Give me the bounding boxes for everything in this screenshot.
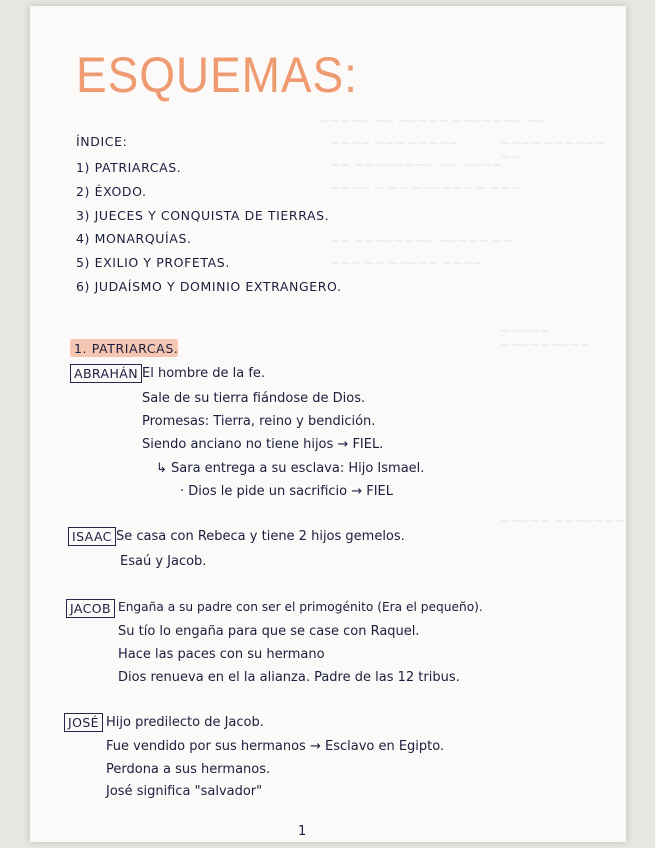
isaac-line: Esaú y Jacob.: [120, 554, 207, 569]
bleed-through-text: ~~ ~~~~~~~~ ~~ ~~~~: [330, 158, 503, 172]
bleed-through-text: ~~~~ ~ ~~ ~~~~~~ ~ ~~~: [330, 181, 521, 195]
index-item: 3) JUECES Y CONQUISTA DE TIERRAS.: [76, 208, 330, 223]
abrahan-line: Promesas: Tierra, reino y bendición.: [142, 414, 376, 429]
label-jacob: JACOB: [66, 599, 115, 618]
index-item: 4) MONARQUÍAS.: [76, 231, 192, 246]
page-title: ESQUEMAS:: [76, 47, 358, 103]
bleed-through-text: ~~~~~ ~~ ~~~~~ ~~~~~~~ ~~: [320, 114, 547, 128]
jacob-line: Hace las paces con su hermano: [118, 647, 325, 662]
bleed-through-text: ~~~~~ ~~~~~~~~~: [500, 324, 591, 352]
abrahan-line: · Dios le pide un sacrificio → FIEL: [180, 484, 394, 499]
label-abrahan: ABRAHÁN: [70, 364, 142, 383]
index-item: 2) ÉXODO.: [76, 184, 147, 199]
label-isaac: ISAAC: [68, 527, 116, 546]
jose-line: Fue vendido por sus hermanos → Esclavo en Egipto.: [106, 739, 445, 754]
label-jose: JOSÉ: [64, 713, 103, 732]
bleed-through-text: ~~~~ ~~~ ~~~~~: [330, 136, 459, 150]
bleed-through-text: ~~~~~ ~~~~~~~: [500, 514, 625, 528]
index-item: 1) PATRIARCAS.: [76, 160, 182, 175]
jose-line: Hijo predilecto de Jacob.: [106, 715, 264, 730]
abrahan-line: ↳ Sara entrega a su esclava: Hijo Ismael.: [156, 461, 425, 476]
abrahan-line: Siendo anciano no tiene hijos → FIEL.: [142, 437, 384, 452]
jose-line: Perdona a sus hermanos.: [106, 762, 271, 777]
jose-line: José significa "salvador": [106, 784, 263, 799]
bleed-through-text: ~~~ ~~ ~~~~~ ~~~~: [330, 256, 483, 270]
notebook-page: [30, 6, 626, 842]
jacob-line: Su tío lo engaña para que se case con Raquel.: [118, 624, 420, 639]
jacob-line: Engaña a su padre con ser el primogénito (Era el pequeño).: [118, 600, 483, 614]
index-item: 5) EXILIO Y PROFETAS.: [76, 255, 230, 270]
abrahan-line: Sale de su tierra fiándose de Dios.: [142, 391, 366, 406]
jacob-line: Dios renueva en el la alianza. Padre de las 12 tribus.: [118, 670, 460, 685]
index-item: 6) JUDAÍSMO Y DOMINIO EXTRANGERO.: [76, 279, 342, 294]
isaac-line: Se casa con Rebeca y tiene 2 hijos gemelos.: [116, 529, 405, 544]
index-heading: ÍNDICE:: [76, 134, 128, 149]
section-heading: 1. PATRIARCAS.: [74, 341, 179, 356]
abrahan-line: El hombre de la fe.: [142, 366, 266, 381]
bleed-through-text: ~~ ~~~~~~~~ ~~~~~ ~~: [330, 234, 513, 248]
page-number: 1: [298, 824, 307, 839]
bleed-through-text: ~~~~ ~~~~~~ ~~: [500, 136, 605, 164]
